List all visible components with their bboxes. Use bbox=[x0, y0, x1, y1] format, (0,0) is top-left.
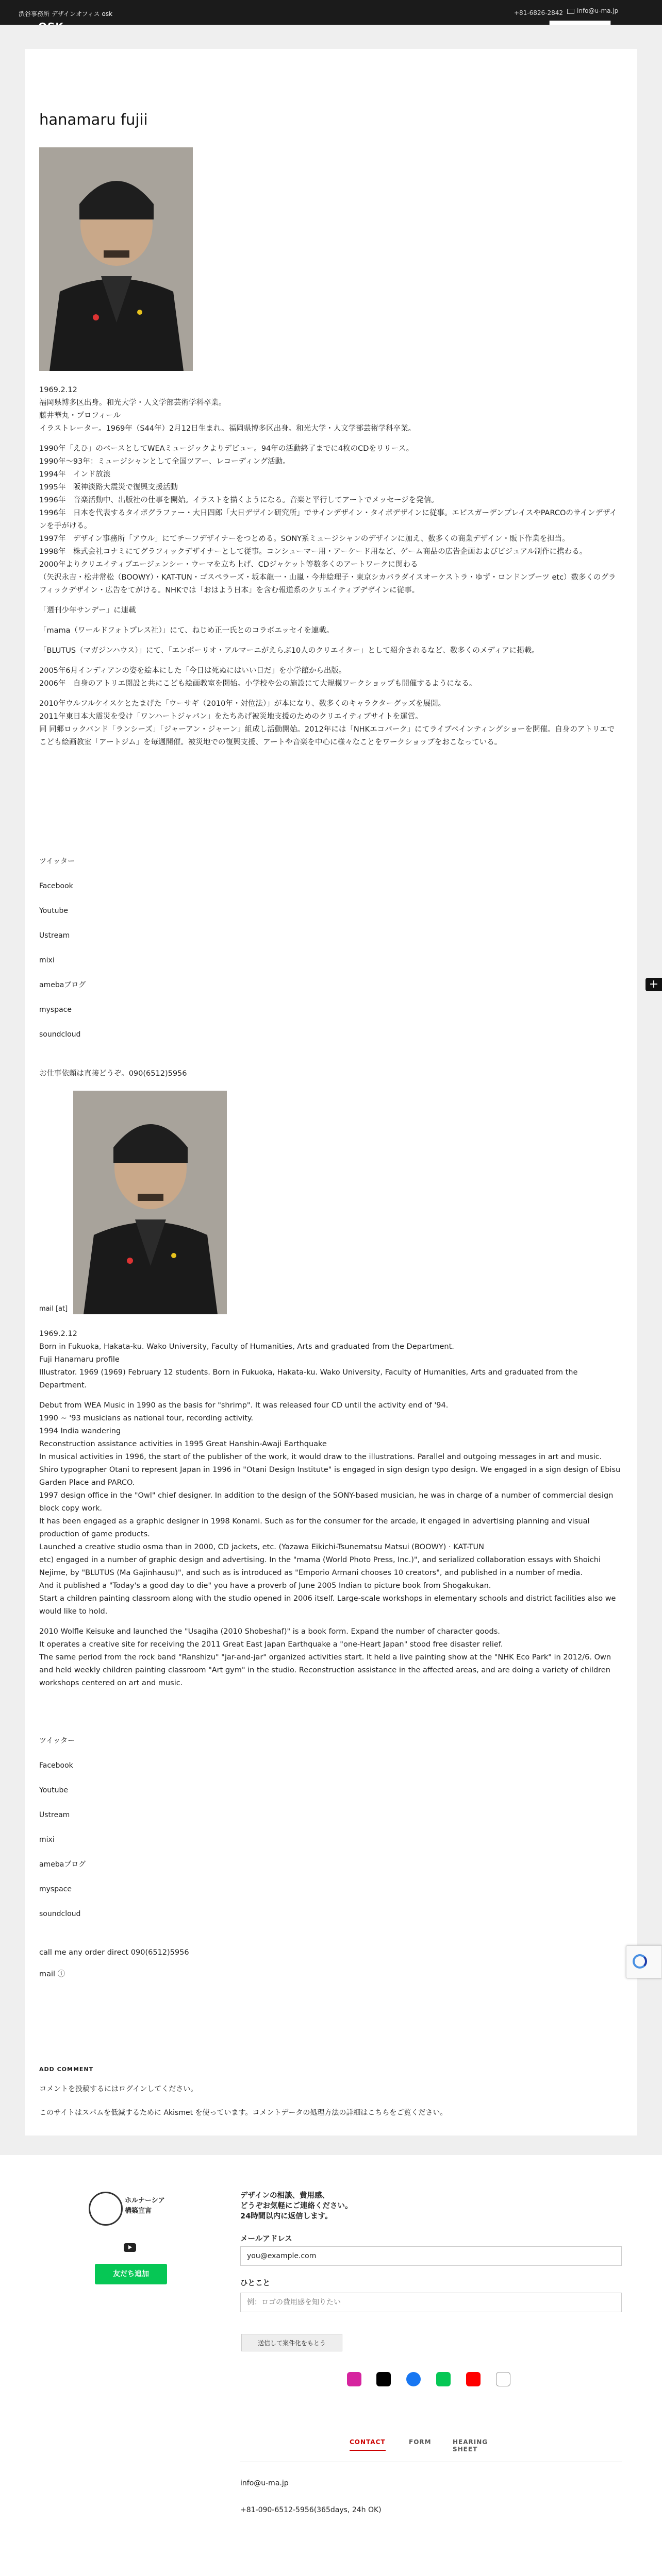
inquiry-en: call me any order direct 090(6512)5956 bbox=[39, 1948, 189, 1957]
footer-contact-tel bbox=[240, 2506, 382, 2514]
bio-line: 1969.2.12 bbox=[39, 1330, 77, 1338]
bio-line: 1996年 日本を代表するタイポグラファー・大日四郎「大日デザイン研究所」でサインデザイン・タイポデザインに従事。エビスガーデンプレイスやPARCOのサインデザインを手がける。 bbox=[39, 509, 617, 530]
bio-line: It operates a creative site for receiving the 2011 Great East Japan Earthquake a "one-Heart Japan" stood free disaster relief. bbox=[39, 1640, 503, 1649]
bio-line: 「週刊少年サンデー」に連載 bbox=[39, 606, 136, 615]
bio-line: Born in Fukuoka, Hakata-ku. Wako University, Faculty of Humanities, Arts and graduated from the Department. bbox=[39, 1343, 454, 1351]
bio-line: （矢沢永吉・松井常松（BOOWY）・KAT-TUN・ゴスペラーズ・坂本龍一・山嵐・今井絵理子・東京シカバラダイスオーケストラ・ゆず・ロンドンブーツ etc）数多くのグラフィックデザイン・広告をてがける。NHKでは「おはよう日本」を含む報道系のクリエイティブデザインに従事。 bbox=[39, 573, 616, 595]
bio-line: 1994年 インド放浪 bbox=[39, 470, 111, 479]
mail-icon bbox=[567, 9, 574, 14]
social-links-en bbox=[39, 1728, 622, 1926]
form-heading-line: 24時間以内に返信します。 bbox=[240, 2212, 333, 2221]
footer-contact-email[interactable]: info@u-ma.jp bbox=[240, 2479, 289, 2487]
bio-line: 2011年東日本大震災を受け「ワンハートジャパン」をたちあげ被災地支援のためのクリエイティブサイトを運営。 bbox=[39, 713, 423, 721]
bio-line: Illustrator. 1969 (1969) February 12 students. Born in Fukuoka, Hakata-ku. Wako University, Faculty of Humanities, Arts and graduated from the Department. bbox=[39, 1368, 578, 1389]
bio-line: etc) engaged in a number of graphic design and advertising. In the "mama (World Photo Press, Inc.)", and serialized collaboration essays with Shoichi Nejime, by "BLUTUS (Ma Gajinhausu)", and such as is introduced as "Emporio Armani chooses 10 creators", and published in a number of media. bbox=[39, 1556, 601, 1577]
social-link[interactable]: amebaブログ bbox=[39, 1860, 86, 1869]
bio-line: Reconstruction assistance activities in 1995 Great Hanshin-Awaji Earthquake bbox=[39, 1440, 327, 1448]
page-title: hanamaru fujii bbox=[39, 111, 148, 128]
note-label: ひとこと bbox=[240, 2279, 270, 2287]
bio-line: 1997年 デザイン事務所「アウル」にてチーフデザイナーをつとめる。SONY系ミュージシャンのデザインに加え、数多くの商業デザイン・販下作業を担当。 bbox=[39, 535, 570, 543]
footer-tel-link[interactable]: +81-090-6512-5956 bbox=[240, 2506, 314, 2514]
portrait-image bbox=[39, 147, 193, 371]
bio-line: 同 同郷ロックバンド「ランシーズ」「ジャーアン・ジャーン」組成し活動開始。2012年には「NHKエコパーク」にてライブペインティングショーを開催。自身のアトリエでこども絵画教室「アートジム」を毎週開催。被災地での復興支援、アートや音楽を中心に様々なことをワークショップをおこなっている。 bbox=[39, 725, 615, 747]
bio-line: 1990年〜93年：ミュージシャンとして全国ツアー、レコーディング活動。 bbox=[39, 457, 290, 466]
bio-line: Start a children painting classroom along with the studio opened in 2006 itself. Large-scale workshops in elementary schools and district facilities also we would like to hold. bbox=[39, 1595, 616, 1616]
tab-hearing-sheet[interactable]: HEARING SHEET bbox=[453, 2438, 488, 2453]
share-plus-button[interactable]: + bbox=[646, 978, 662, 991]
bio-japanese bbox=[39, 384, 622, 749]
social-link[interactable]: myspace bbox=[39, 1006, 72, 1014]
bio-line: 1990 ~ '93 musicians as national tour, recording activity. bbox=[39, 1414, 254, 1422]
social-link[interactable]: soundcloud bbox=[39, 1910, 81, 1918]
bio-line: And it published a "Today's a good day to die" you have a proverb of June 2005 Indian to picture book from Shogakukan. bbox=[39, 1582, 491, 1590]
facebook-icon[interactable] bbox=[406, 2372, 421, 2386]
comments-login-notice[interactable]: コメントを投稿するにはログインしてください。 bbox=[39, 2085, 198, 2093]
bio-line: 1997 design office in the "Owl" chief designer. In addition to the design of the SONY-based musician, he was in charge of a number of commercial design block copy work. bbox=[39, 1492, 614, 1513]
line-icon[interactable] bbox=[436, 2372, 451, 2386]
site-tagline: 渋谷事務所 デザインオフィス osk bbox=[19, 10, 113, 18]
social-link[interactable]: Facebook bbox=[39, 1761, 73, 1770]
bio-line: 2000年よりクリエイティブエージェンシー・ウーマを立ち上げ、CDジャケット等数多くのアートワークに関わる bbox=[39, 561, 418, 569]
header-phone[interactable]: +81-6826-2842 bbox=[514, 9, 564, 16]
recaptcha-badge[interactable] bbox=[626, 1945, 662, 1978]
footer-tabs bbox=[339, 2438, 504, 2454]
social-link[interactable]: Ustream bbox=[39, 931, 70, 940]
bio-line: Launched a creative studio osma than in 2000, CD jackets, etc. (Yazawa Eikichi-Tsunematsu Matsui (BOOWY) · KAT-TUN bbox=[39, 1543, 484, 1551]
bio-line: Debut from WEA Music in 1990 as the basis for "shrimp". It was released four CD until the activity end of '94. bbox=[39, 1401, 449, 1410]
instagram-icon[interactable] bbox=[347, 2372, 361, 2386]
social-link[interactable]: myspace bbox=[39, 1885, 72, 1893]
bio-line bbox=[39, 1392, 622, 1399]
footer-hours: (365days, 24h OK) bbox=[313, 2506, 382, 2514]
note-field[interactable] bbox=[240, 2293, 622, 2312]
mail-caption-en: mail ⓘ bbox=[39, 1970, 65, 1978]
bio-line: 藤井華丸・プロフィール bbox=[39, 412, 121, 420]
comments-title: ADD COMMENT bbox=[39, 2066, 94, 2073]
youtube-social-icon[interactable] bbox=[466, 2372, 481, 2386]
email-field[interactable] bbox=[240, 2246, 622, 2266]
bio-line bbox=[39, 637, 622, 645]
social-link[interactable]: Facebook bbox=[39, 882, 73, 890]
bio-line: 1995年 阪神淡路大震災で復興支援活動 bbox=[39, 483, 178, 492]
bio-line: It has been engaged as a graphic designer in 1998 Konami. Such as for the consumer for the arcade, it engaged in advertising planning and visual production of game products. bbox=[39, 1517, 590, 1538]
social-link[interactable]: ツイッター bbox=[39, 857, 75, 866]
bio-line: The same period from the rock band "Ranshizu" "jar-and-jar" organized activities start. It held a live painting show at the "NHK Eco Park" in 2012/6. Own and held weekly children painting classroom "Art gym" in the studio. Reconstruction assistance in the affected areas, and are doing a variety of children workshops centered on art and music. bbox=[39, 1653, 611, 1687]
bio-line: 1969.2.12 bbox=[39, 386, 77, 394]
send-button[interactable]: 送信して案件化をもとう bbox=[241, 2334, 342, 2351]
header-email[interactable] bbox=[567, 7, 618, 14]
bio-line bbox=[39, 657, 622, 665]
bio-line: 1994 India wandering bbox=[39, 1427, 121, 1435]
bio-line: Shiro typographer Otani to represent Japan in 1996 in "Otani Design Institute" is engaged in sign design typo design. We engaged in a sign design of Ebisu Garden Place and PARCO. bbox=[39, 1466, 621, 1487]
bio-line bbox=[39, 435, 622, 443]
social-link[interactable]: Youtube bbox=[39, 1786, 68, 1794]
social-link[interactable]: mixi bbox=[39, 956, 55, 964]
recaptcha-icon bbox=[633, 1954, 647, 1969]
form-heading-line: どうぞお気軽にご連絡ください。 bbox=[240, 2202, 353, 2210]
bio-line: In musical activities in 1996, the start of the publisher of the work, it would draw to the illustrations. Parallel and outgoing messages in art and music. bbox=[39, 1453, 602, 1461]
logo-emblem-icon bbox=[89, 2192, 123, 2226]
social-link[interactable]: mixi bbox=[39, 1836, 55, 1844]
bio-line: 2010年ウルフルケイスケとたまげた「ウーサギ（2010年・対位法）」が本になり、数多くのキャラクターグッズを展開。 bbox=[39, 700, 446, 708]
line-add-friend-button[interactable]: 友だち追加 bbox=[95, 2264, 167, 2284]
bio-line: イラストレーター。1969年（S44年）2月12日生まれ。福岡県博多区出身。和光大学・人文学部芸術学科卒業。 bbox=[39, 425, 416, 433]
bio-line: 1990年「えひ」のベースとしてWEAミュージックよりデビュー。94年の活動終了までに4枚のCDをリリース。 bbox=[39, 445, 414, 453]
bio-line bbox=[39, 1618, 622, 1625]
header-email-text: info@u-ma.jp bbox=[577, 7, 619, 14]
bio-line: 福岡県博多区出身。和光大学・人文学部芸術学科卒業。 bbox=[39, 399, 226, 407]
portrait-image-2 bbox=[73, 1091, 227, 1314]
inquiry-ja: お仕事依頼は直接どうぞ。090(6512)5956 bbox=[39, 1070, 187, 1078]
footer-logo-text: ホルナーシア 構築宣言 bbox=[125, 2197, 165, 2215]
form-heading-line: デザインの相談、費用感、 bbox=[240, 2192, 329, 2200]
bio-line: 1998年 株式会社コナミにてグラフィックデザイナーとして従事。コンシューマー用・アーケード用など、ゲーム商品の広告企画およびビジュアル制作に携わる。 bbox=[39, 548, 587, 556]
social-links-ja bbox=[39, 849, 622, 1047]
mail-caption: mail [at] bbox=[39, 1305, 68, 1313]
footer-logo[interactable] bbox=[89, 2192, 166, 2233]
email-label: メールアドレス bbox=[240, 2235, 292, 2243]
bio-line: 2005年6月インディアンの姿を絵本にした「今日は死ぬにはいい日だ」を小学館から出版。 bbox=[39, 667, 346, 675]
bio-line: 「mama（ワールドフォトプレス社）」にて、ねじめ正一氏とのコラボエッセイを連載。 bbox=[39, 626, 334, 635]
social-link[interactable]: ツイッター bbox=[39, 1737, 75, 1745]
bio-line bbox=[39, 617, 622, 624]
more-icon[interactable] bbox=[496, 2372, 510, 2386]
bio-english bbox=[39, 1328, 622, 1690]
bio-line: Fuji Hanamaru profile bbox=[39, 1355, 120, 1364]
bio-line bbox=[39, 597, 622, 604]
tab-form[interactable]: FORM bbox=[409, 2438, 432, 2446]
social-link[interactable]: Ustream bbox=[39, 1811, 70, 1819]
social-link[interactable]: soundcloud bbox=[39, 1030, 81, 1039]
contact-form-heading bbox=[240, 2191, 353, 2222]
social-link[interactable]: amebaブログ bbox=[39, 981, 86, 989]
bio-line: 1996年 音楽活動中、出版社の仕事を開始。イラストを描くようになる。音楽と平行してアートでメッセージを発信。 bbox=[39, 496, 439, 504]
bio-line: 2006年 自身のアトリエ開設と共にこども絵画教室を開始。小学校や公の施設にて大規模ワークショップも開催するようになる。 bbox=[39, 680, 477, 688]
comments-akismet-notice: このサイトはスパムを低減するために Akismet を使っています。コメントデータの処理方法の詳細はこちらをご覧ください。 bbox=[39, 2109, 448, 2117]
x-icon[interactable] bbox=[376, 2372, 391, 2386]
bio-line: 「BLUTUS（マガジンハウス）」にて、「エンポーリオ・アルマーニがえらぶ10人のクリエイター」として紹介されるなど、数多くのメディアに掲載。 bbox=[39, 647, 539, 655]
bio-line: 2010 Wolfle Keisuke and launched the "Usagiha (2010 Shobeshaf)" is a book form. Expand the number of character goods. bbox=[39, 1628, 500, 1636]
bio-line bbox=[39, 690, 622, 698]
tab-contact[interactable]: CONTACT bbox=[350, 2438, 386, 2451]
youtube-icon[interactable] bbox=[124, 2243, 136, 2252]
social-link[interactable]: Youtube bbox=[39, 907, 68, 915]
